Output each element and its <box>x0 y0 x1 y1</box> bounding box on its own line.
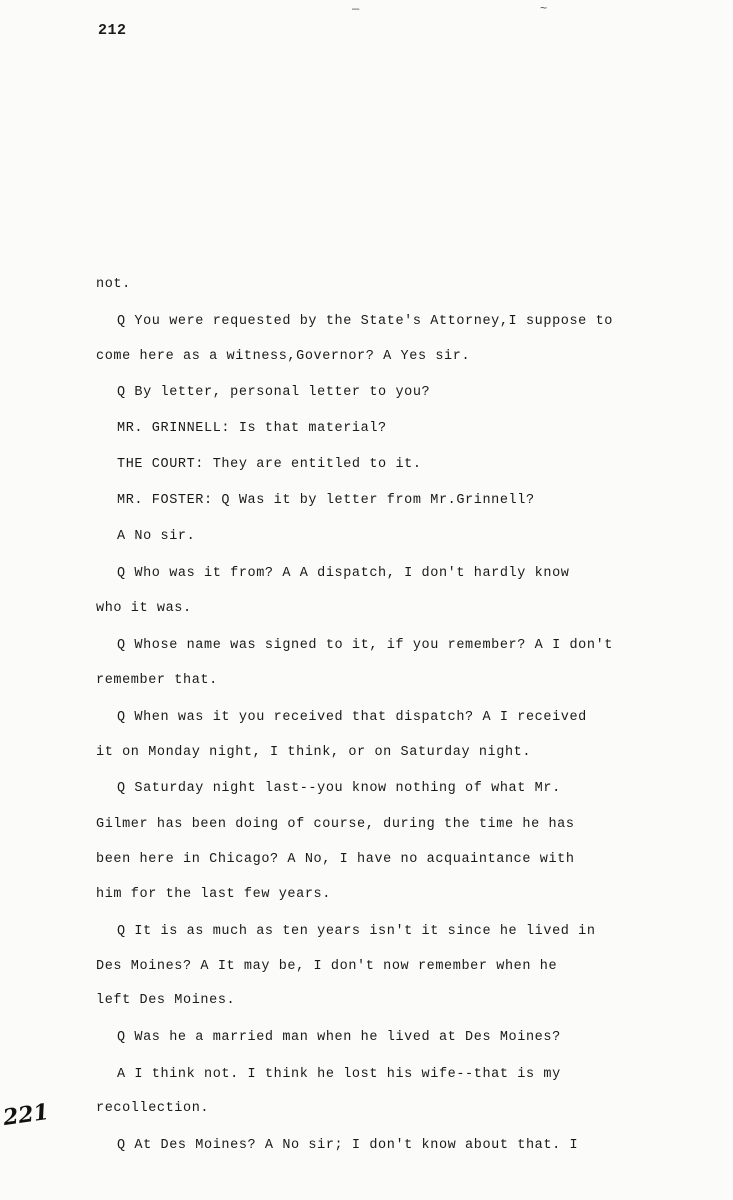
transcript-line: A I think not. I think he lost his wife--that is my <box>117 1067 561 1082</box>
transcript-line: him for the last few years. <box>96 887 331 902</box>
transcript-line: remember that. <box>96 673 218 688</box>
handwritten-margin-note: 221 <box>1 1098 51 1132</box>
transcript-line: Q It is as much as ten years isn't it since he lived in <box>117 924 596 939</box>
transcript-line: Q By letter, personal letter to you? <box>117 385 431 400</box>
page-number: 212 <box>98 22 127 39</box>
transcript-line: Q Whose name was signed to it, if you remember? A I don't <box>117 638 613 653</box>
transcript-line: Q Saturday night last--you know nothing of what Mr. <box>117 781 561 796</box>
transcript-line: left Des Moines. <box>96 993 236 1008</box>
transcript-line: Gilmer has been doing of course, during the time he has <box>96 817 575 832</box>
transcript-line: been here in Chicago? A No, I have no acquaintance with <box>96 852 575 867</box>
transcript-line: Q When was it you received that dispatch? A I received <box>117 710 587 725</box>
transcript-line: come here as a witness,Governor? A Yes sir. <box>96 349 471 364</box>
transcript-line: who it was. <box>96 601 192 616</box>
transcript-line: A No sir. <box>117 529 196 544</box>
transcript-line: MR. GRINNELL: Is that material? <box>117 421 387 436</box>
transcript-line: THE COURT: They are entitled to it. <box>117 457 422 472</box>
transcript-line: MR. FOSTER: Q Was it by letter from Mr.Grinnell? <box>117 493 535 508</box>
top-mark-right: ~ <box>540 2 548 16</box>
transcript-line: recollection. <box>96 1101 210 1116</box>
top-mark-left: — <box>352 2 360 16</box>
transcript-line: Q Who was it from? A A dispatch, I don't hardly know <box>117 566 570 581</box>
transcript-line: Des Moines? A It may be, I don't now remember when he <box>96 959 558 974</box>
transcript-line: it on Monday night, I think, or on Saturday night. <box>96 745 532 760</box>
transcript-line: Q Was he a married man when he lived at Des Moines? <box>117 1030 561 1045</box>
transcript-line: Q You were requested by the State's Attorney,I suppose to <box>117 314 613 329</box>
transcript-line: Q At Des Moines? A No sir; I don't know about that. I <box>117 1138 579 1153</box>
transcript-line: not. <box>96 277 131 292</box>
